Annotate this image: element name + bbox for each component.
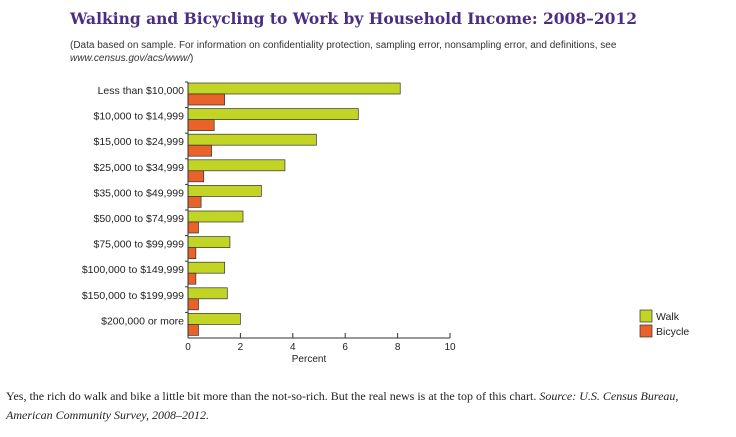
walk-bar xyxy=(188,211,243,222)
category-label: $50,000 to $74,999 xyxy=(93,213,184,225)
bicycle-bar xyxy=(188,196,201,207)
category-label: $35,000 to $49,999 xyxy=(93,187,184,200)
category-label: $75,000 to $99,999 xyxy=(93,238,184,251)
caption-source: Source: U.S. Census Bureau, American Community Survey, 2008–2012. xyxy=(6,389,679,422)
subtitle-url: www.census.gov/acs/www/ xyxy=(70,53,191,64)
bicycle-bar xyxy=(188,324,198,335)
category-label: $150,000 to $199,999 xyxy=(81,289,184,302)
walk-bar xyxy=(188,237,230,248)
caption-text: Yes, the rich do walk and bike a little bit more than the not-so-rich. But the real news is at the top of this chart. xyxy=(6,389,540,403)
category-label: Less than $10,000 xyxy=(97,85,184,97)
category-label: $25,000 to $34,999 xyxy=(93,161,184,174)
walk-bar xyxy=(188,134,316,145)
x-tick-label: 0 xyxy=(185,342,191,353)
category-label: $15,000 to $24,999 xyxy=(93,136,184,149)
category-label: $200,000 or more xyxy=(101,315,184,328)
walk-bar xyxy=(188,313,240,324)
walk-bar xyxy=(188,288,227,299)
bicycle-bar xyxy=(188,273,196,284)
walk-bar xyxy=(188,160,285,171)
subtitle-end: ) xyxy=(190,53,194,64)
subtitle-text: (Data based on sample. For information on confidentiality protection, sampling error, nonsampling error, and definitions, see xyxy=(70,40,617,51)
legend-swatch-walk xyxy=(640,310,652,322)
bicycle-bar xyxy=(188,94,225,105)
legend-swatch-bicycle xyxy=(640,325,652,337)
x-tick-label: 4 xyxy=(290,342,296,353)
x-axis-title: Percent xyxy=(291,354,327,365)
bicycle-bar xyxy=(188,120,214,131)
bicycle-bar xyxy=(188,171,204,182)
category-label: $100,000 to $149,999 xyxy=(81,264,184,277)
bicycle-bar xyxy=(188,248,196,259)
walk-bar xyxy=(188,185,261,196)
x-tick-label: 6 xyxy=(342,342,348,353)
walk-bar xyxy=(188,109,358,120)
figure-caption xyxy=(6,387,726,425)
x-tick-label: 10 xyxy=(444,342,456,353)
bicycle-bar xyxy=(188,299,198,310)
legend-label-bicycle: Bicycle xyxy=(656,326,690,338)
walk-bar xyxy=(188,262,225,273)
category-label: $10,000 to $14,999 xyxy=(93,110,184,123)
legend-label-walk: Walk xyxy=(656,311,679,323)
x-tick-label: 8 xyxy=(394,342,401,353)
walk-bar xyxy=(188,83,400,94)
chart-title: Walking and Bicycling to Work by Household Income: 2008–2012 xyxy=(70,9,638,28)
bicycle-bar xyxy=(188,222,198,233)
bicycle-bar xyxy=(188,145,212,156)
x-tick-label: 2 xyxy=(237,342,244,353)
